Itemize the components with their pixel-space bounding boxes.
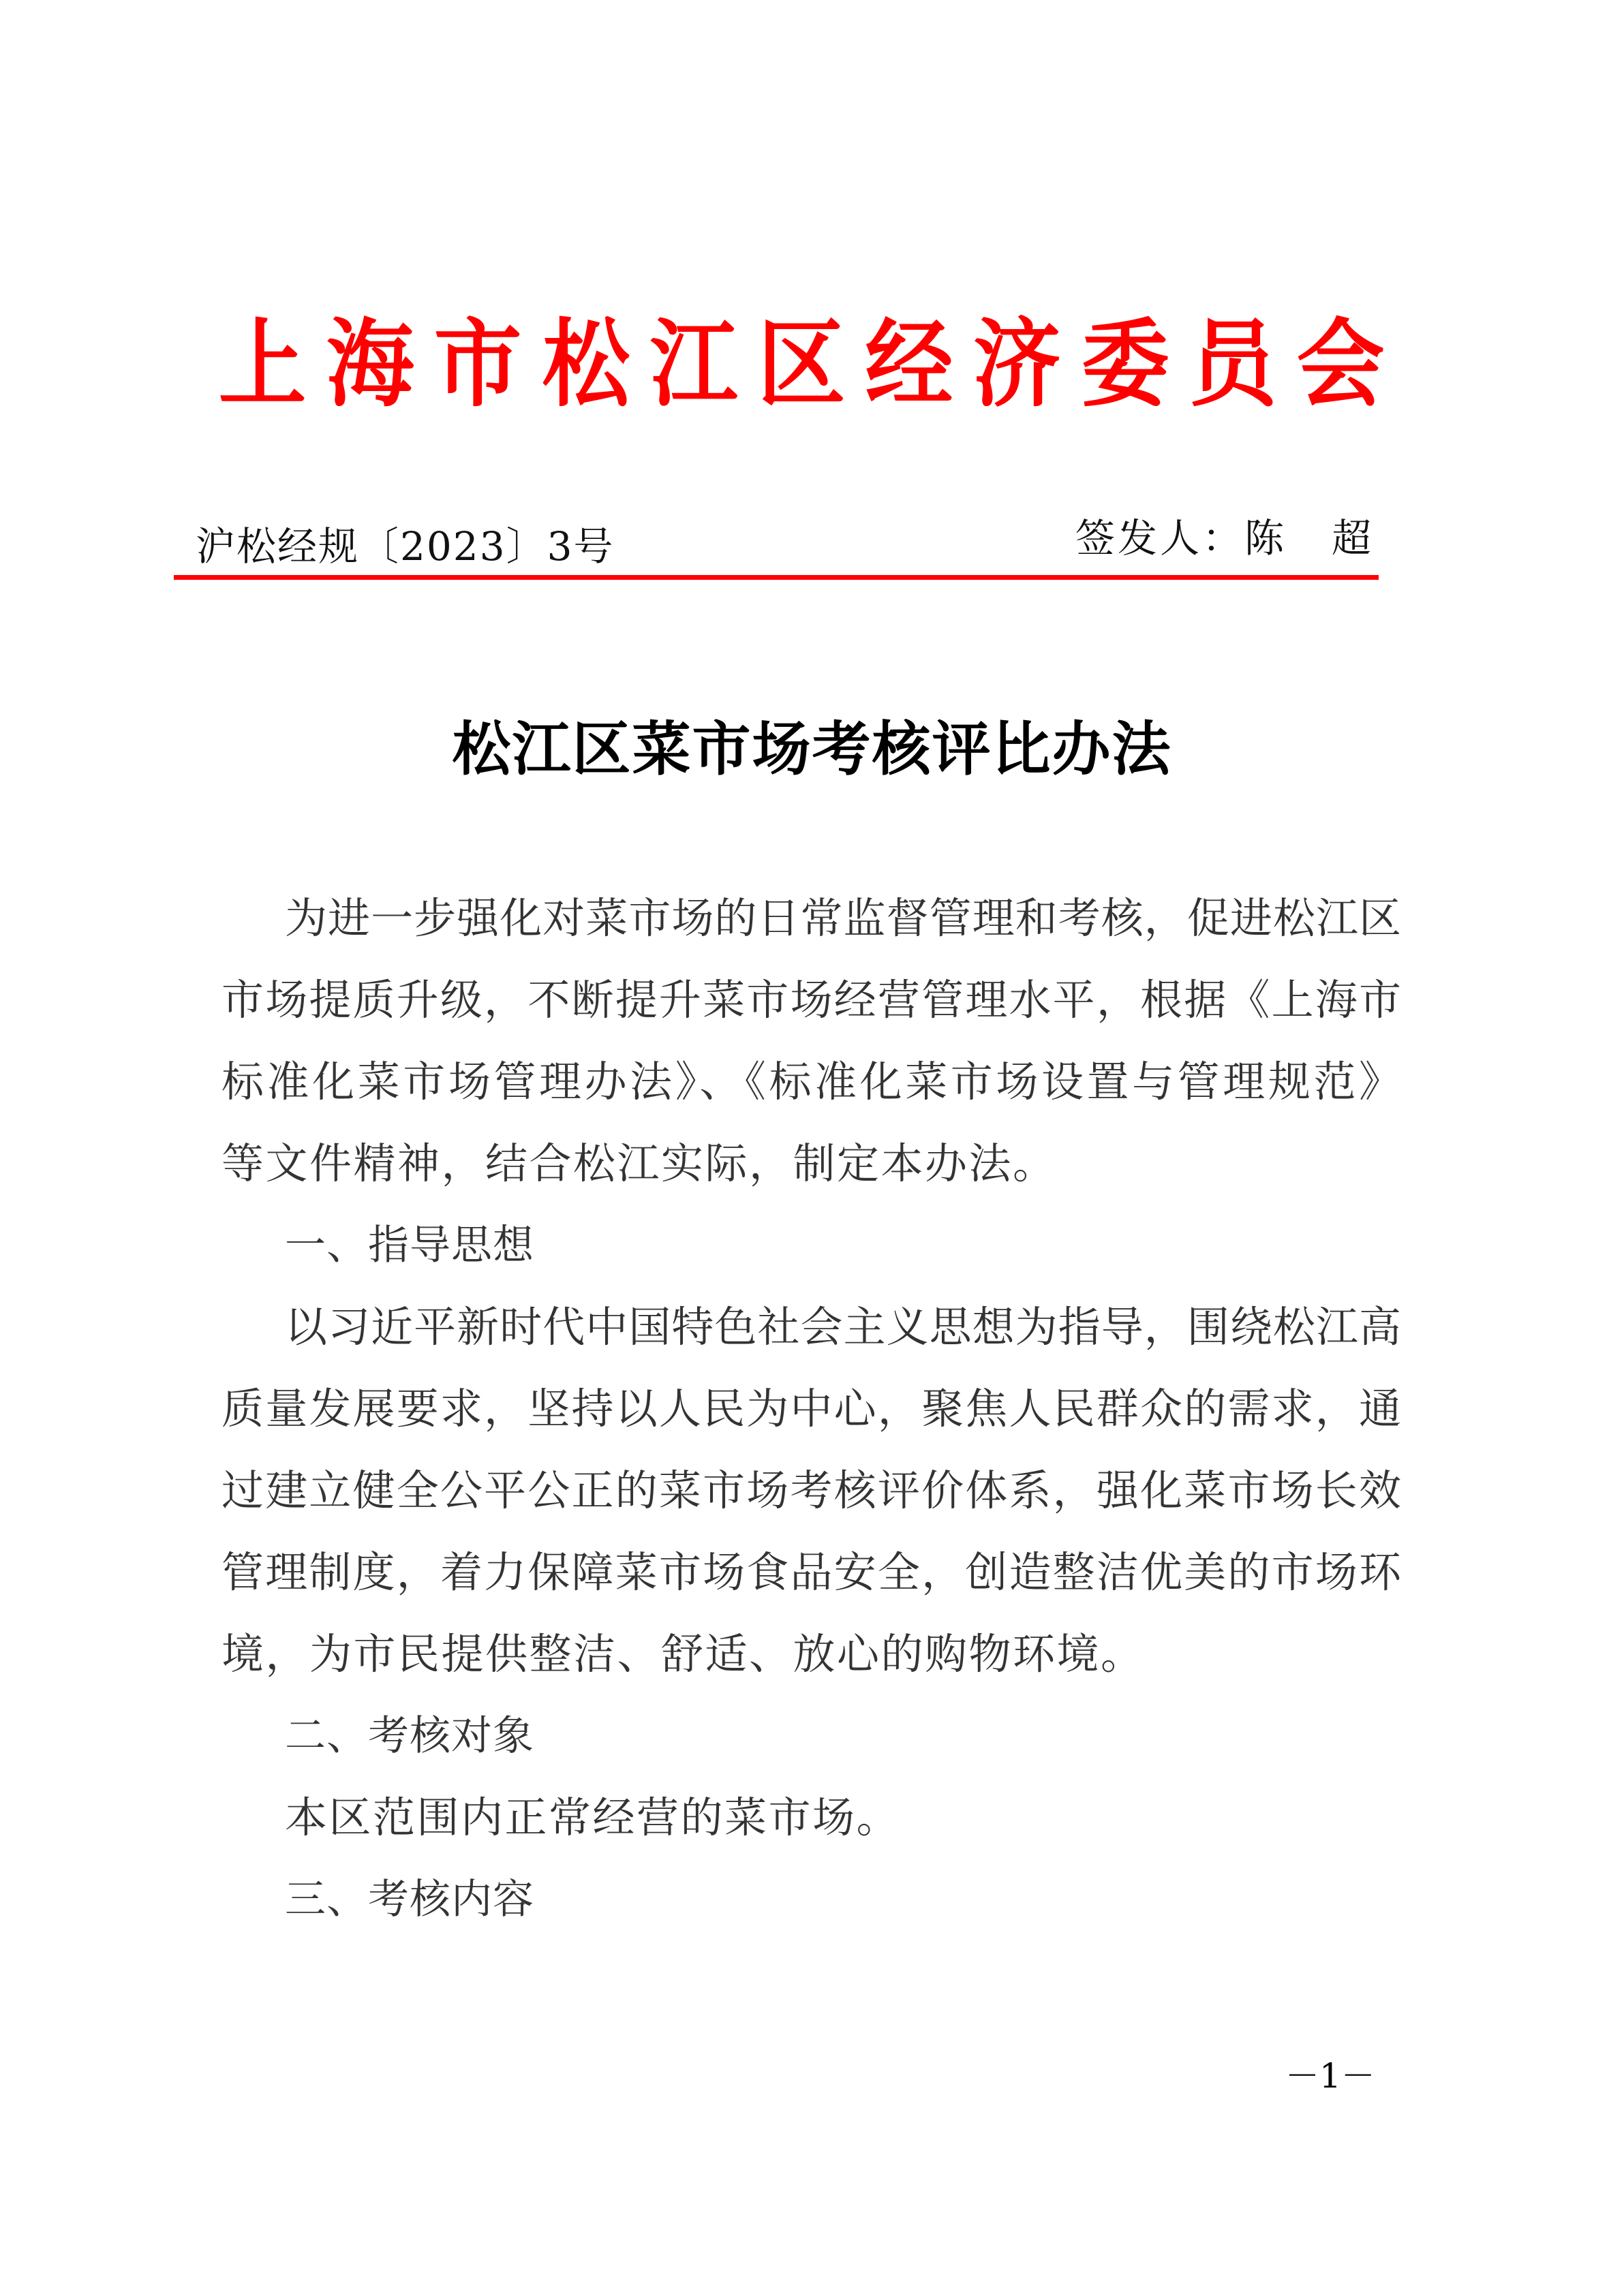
paragraph-line: 管理制度，着力保障菜市场食品安全，创造整洁优美的市场环 <box>221 1547 1401 1597</box>
masthead-issuer <box>209 310 1394 419</box>
section-heading: 一、指导思想 <box>285 1222 534 1269</box>
masthead-char: 员 <box>1189 309 1277 420</box>
document-number-row <box>196 515 1371 574</box>
signer-name-char: 超 <box>1331 515 1371 561</box>
section-heading: 三、考核内容 <box>285 1876 534 1923</box>
masthead-char: 江 <box>649 309 738 420</box>
paragraph-line: 标准化菜市场管理办法》、《标准化菜市场设置与管理规范》 <box>221 1057 1401 1106</box>
paragraph-line: 过建立健全公平公正的菜市场考核评价体系，强化菜市场长效 <box>221 1465 1401 1515</box>
paragraph-line: 质量发展要求，坚持以人民为中心，聚焦人民群众的需求，通 <box>221 1384 1401 1433</box>
masthead-char: 济 <box>972 309 1061 420</box>
masthead-char: 区 <box>757 309 846 420</box>
masthead-char: 松 <box>542 309 630 420</box>
signer-name-char: 陈 <box>1244 515 1284 561</box>
masthead-char: 上 <box>218 309 307 420</box>
paragraph-line: 以习近平新时代中国特色社会主义思想为指导，围绕松江高 <box>285 1302 1401 1352</box>
paragraph-line: 等文件精神，结合松江实际，制定本办法。 <box>221 1138 1057 1188</box>
paragraph-line: 境，为市民提供整洁、舒适、放心的购物环境。 <box>221 1629 1145 1679</box>
section-heading: 二、考核对象 <box>285 1712 534 1760</box>
paragraph-line: 本区范围内正常经营的菜市场。 <box>285 1793 901 1842</box>
masthead-char: 经 <box>865 309 953 420</box>
masthead-char: 市 <box>434 309 522 420</box>
page-number: －1－ <box>1285 2056 1375 2096</box>
document-title: 松江区菜市场考核评比办法 <box>452 715 1172 784</box>
document-number: 沪松经规〔2023〕3号 <box>196 523 615 570</box>
paragraph-line: 市场提质升级，不断提升菜市场经营管理水平，根据《上海市 <box>221 975 1401 1025</box>
masthead-char: 会 <box>1296 309 1385 420</box>
signer-label: 签发人： <box>1075 515 1244 561</box>
red-divider-rule <box>174 575 1379 580</box>
masthead-char: 委 <box>1081 309 1169 420</box>
signer <box>1075 511 1371 565</box>
masthead-char: 海 <box>326 309 414 420</box>
paragraph-line: 为进一步强化对菜市场的日常监督管理和考核，促进松江区 <box>285 893 1401 943</box>
signer-name <box>1244 515 1371 561</box>
